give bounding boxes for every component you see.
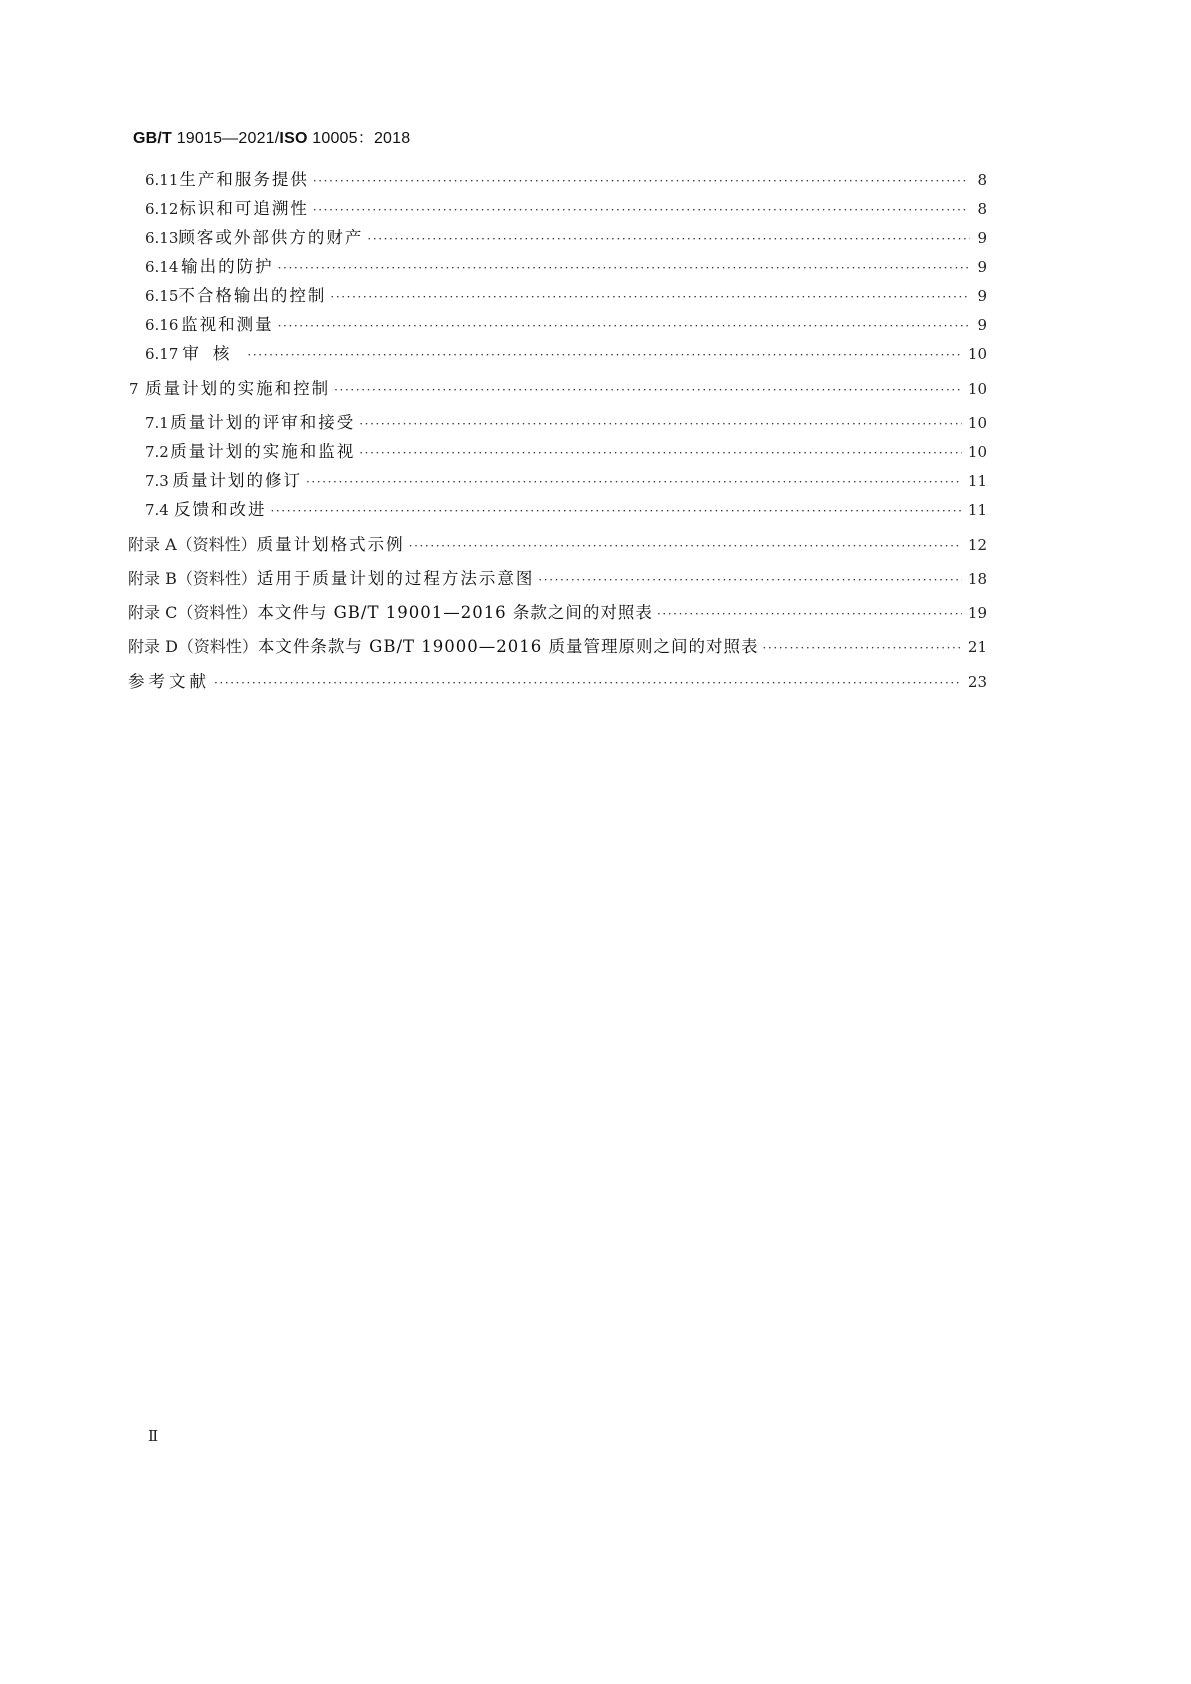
toc-entry-title: 质量计划的评审和接受 [170, 413, 356, 432]
toc-entry-number: 7.1 [145, 414, 169, 432]
toc-entry-number: 6.11 [145, 171, 179, 189]
toc-entry-number: 6.15 [145, 287, 179, 305]
toc-leader-dots [657, 603, 962, 625]
toc-references-entry[interactable] [128, 671, 987, 693]
header-iso-number: 10005：2018 [312, 130, 411, 147]
toc-entry-page: 23 [967, 673, 987, 691]
toc-entry-page: 12 [967, 536, 987, 554]
toc-entry[interactable] [145, 285, 987, 307]
toc-entry-title: 质量计划的实施和监视 [170, 442, 356, 461]
toc-leader-dots [334, 379, 962, 401]
toc-entry-title: 审核 [182, 344, 244, 363]
toc-entry-page: 10 [967, 443, 987, 461]
toc-entry[interactable] [145, 314, 987, 336]
toc-entry-title: 适用于质量计划的过程方法示意图 [256, 569, 535, 588]
toc-appendix-entry[interactable] [128, 534, 987, 556]
toc-appendix-label: 附录 A（资料性） [128, 535, 257, 554]
toc-entry[interactable] [145, 412, 987, 434]
toc-entry-page: 11 [967, 472, 987, 490]
toc-entry-title: 顾客或外部供方的财产 [178, 228, 364, 247]
toc-entry-page: 10 [967, 380, 987, 398]
toc-entry[interactable] [145, 343, 987, 365]
toc-entry-number: 7.2 [145, 443, 169, 461]
toc-entry-number: 6.14 [145, 258, 179, 276]
toc-entry-page: 19 [967, 604, 987, 622]
toc-entry-title: 输出的防护 [181, 257, 274, 276]
toc-entry-page: 8 [977, 200, 987, 218]
toc-entry-title: 质量计划的修订 [172, 471, 302, 490]
toc-entry-page: 9 [977, 258, 987, 276]
page-number: Ⅱ [148, 1427, 159, 1445]
toc-entry-title: 生产和服务提供 [179, 170, 309, 189]
toc-leader-dots [278, 257, 968, 279]
toc-appendix-label: 附录 B（资料性） [128, 569, 257, 588]
toc-entry-page: 9 [977, 316, 987, 334]
toc-leader-dots [538, 569, 962, 591]
toc-leader-dots [763, 637, 962, 659]
toc-entry-number: 7.4 [145, 501, 169, 519]
toc-entry-number: 6.16 [145, 316, 179, 334]
toc-entry-page: 11 [967, 501, 987, 519]
toc-entry-page: 9 [977, 229, 987, 247]
toc-entry-number: 6.12 [145, 200, 179, 218]
toc-leader-dots [247, 344, 962, 366]
toc-entry[interactable] [145, 256, 987, 278]
header-iso: ISO [279, 130, 308, 147]
toc-leader-dots [409, 535, 962, 557]
toc-entry[interactable] [145, 499, 987, 521]
toc-entry-title: 不合格输出的控制 [178, 286, 327, 305]
header-gbt: GB/T [133, 130, 173, 147]
toc-entry[interactable] [145, 169, 987, 191]
toc-entry-page: 9 [977, 287, 987, 305]
toc-leader-dots [313, 170, 969, 192]
toc-appendix-label: 附录 C（资料性） [128, 603, 258, 622]
toc-entry-page: 8 [977, 171, 987, 189]
toc-appendix-entry[interactable] [128, 636, 987, 658]
toc-entry-title: 反馈和改进 [173, 500, 267, 519]
toc-leader-dots [214, 672, 962, 694]
toc-entry-number: 7.3 [145, 472, 169, 490]
toc-appendix-entry[interactable] [128, 568, 987, 590]
toc-entry-title: 质量计划格式示例 [256, 535, 405, 554]
toc-entry-number: 7 [129, 380, 139, 398]
toc-appendix-label: 附录 D（资料性） [128, 637, 258, 656]
toc-leader-dots [313, 199, 969, 221]
toc-entry-title: 本文件与 GB/T 19001—2016 条款之间的对照表 [257, 603, 653, 622]
toc-leader-dots [330, 286, 968, 308]
toc-appendix-entry[interactable] [128, 602, 987, 624]
toc-entry-title: 监视和测量 [181, 315, 274, 334]
toc-entry-page: 10 [967, 414, 987, 432]
toc-entry-title: 质量计划的实施和控制 [145, 379, 331, 398]
toc-entry-title: 标识和可追溯性 [179, 199, 309, 218]
toc-entry[interactable] [129, 378, 987, 400]
toc-entry[interactable] [145, 441, 987, 463]
toc-leader-dots [367, 228, 969, 250]
header-standard: 19015—2021/ [176, 130, 280, 147]
toc-entry-title: 本文件条款与 GB/T 19000—2016 质量管理原则之间的对照表 [257, 637, 759, 656]
toc-leader-dots [359, 413, 962, 435]
toc-entry-title: 参考文献 [128, 672, 210, 691]
toc-entry-number: 6.17 [145, 345, 179, 363]
toc-leader-dots [270, 500, 961, 522]
toc-leader-dots [306, 471, 962, 493]
toc-entry[interactable] [145, 198, 987, 220]
toc-entry-number: 6.13 [145, 229, 179, 247]
toc-entry-page: 18 [967, 570, 987, 588]
toc-entry[interactable] [145, 227, 987, 249]
toc-entry-page: 10 [967, 345, 987, 363]
toc-leader-dots [278, 315, 968, 337]
toc-leader-dots [359, 442, 962, 464]
toc-entry-page: 21 [967, 638, 987, 656]
toc-entry[interactable] [145, 470, 987, 492]
